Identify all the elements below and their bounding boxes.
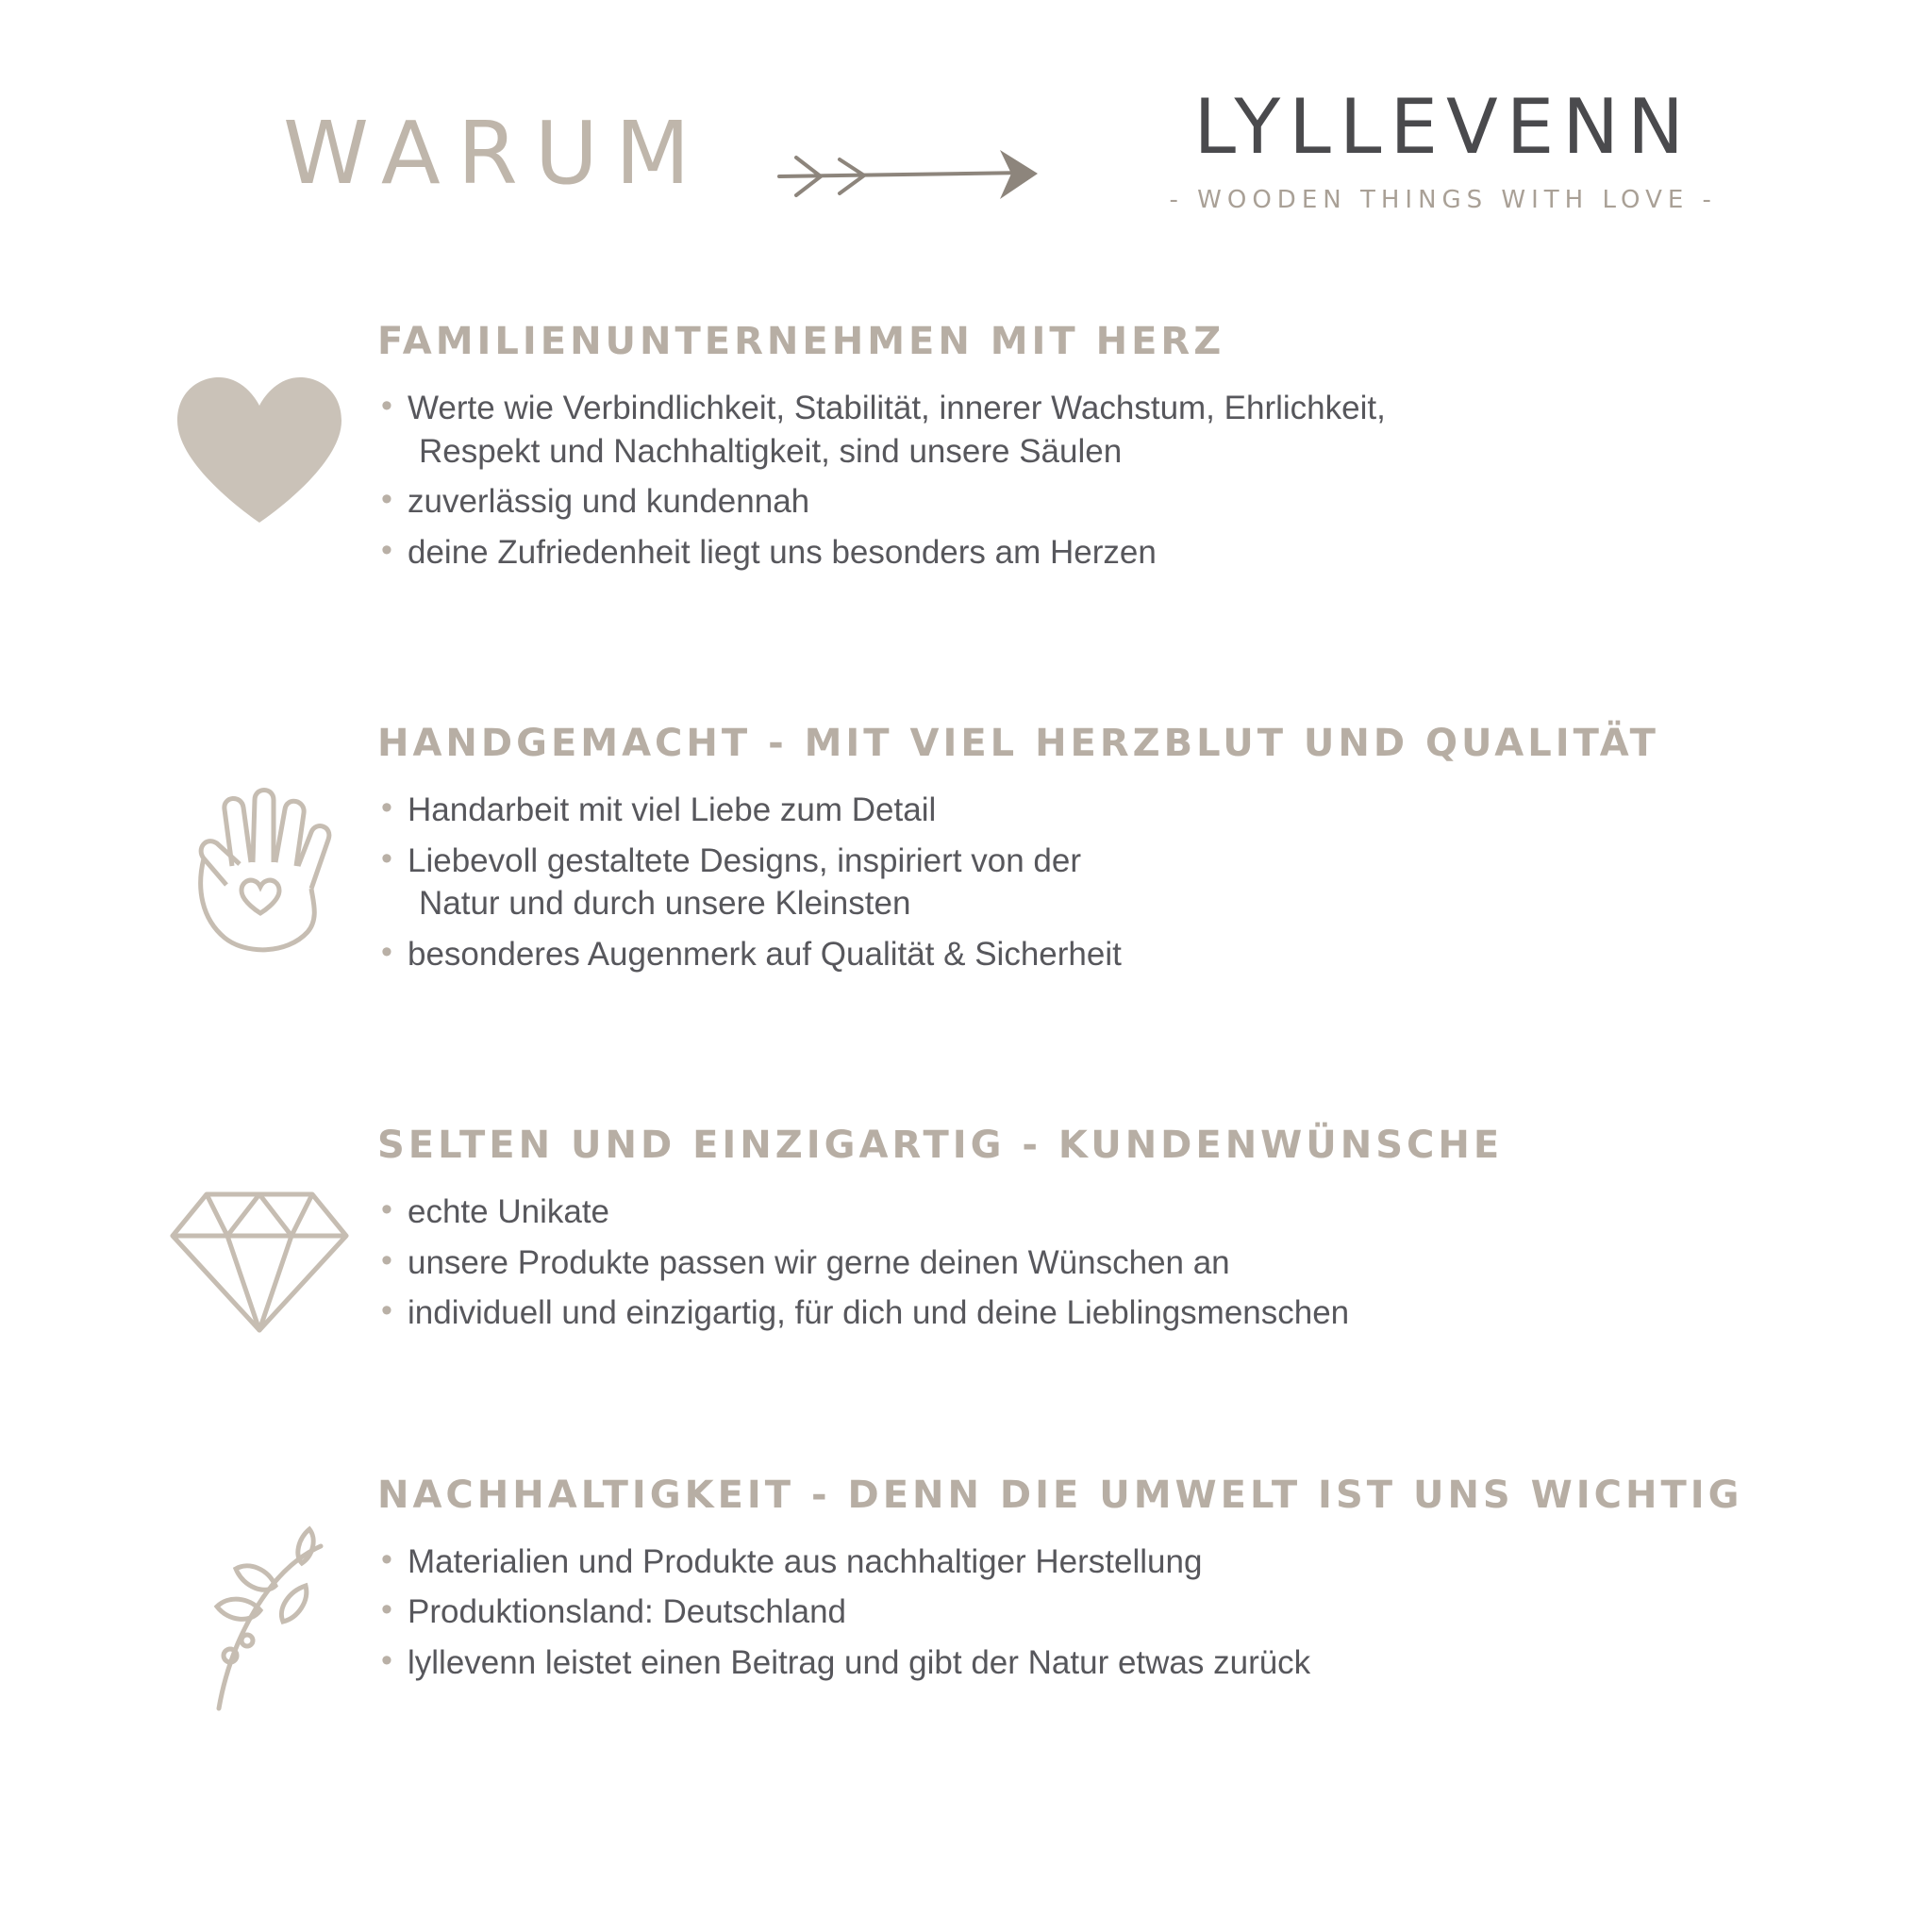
section-nachhaltigkeit	[0, 1474, 1932, 1722]
long-arrow-right-icon	[774, 142, 1047, 213]
list-item: • unsere Produkte passen wir gerne deinen Wünschen an	[377, 1241, 1819, 1285]
bullet-text-continuation: Natur und durch unsere Kleinsten	[419, 885, 911, 922]
list-item: • Produktionsland: Deutschland	[377, 1591, 1819, 1634]
page-header	[0, 0, 1932, 217]
heart-icon	[142, 321, 377, 530]
section-title: NACHHALTIGKEIT - DENN DIE UMWELT IST UNS WICHTIG	[377, 1473, 1743, 1517]
list-item: • individuell und einzigartig, für dich und deine Lieblingsmenschen	[377, 1291, 1819, 1335]
list-item	[377, 387, 1819, 473]
bullet-list	[377, 1541, 1819, 1685]
bullet-list	[377, 789, 1819, 975]
section-text	[377, 1474, 1932, 1692]
brand-block	[1169, 83, 1717, 214]
brand-name: LYLLEVENN	[1193, 83, 1692, 171]
page-title: WARUM	[283, 103, 708, 204]
section-text	[377, 1124, 1932, 1342]
list-item	[377, 840, 1819, 925]
bullet-list	[377, 1191, 1819, 1335]
list-item: • zuverlässig und kundennah	[377, 480, 1819, 524]
list-item: • Materialien und Produkte aus nachhaltiger Herstellung	[377, 1541, 1819, 1584]
bullet-text: Werte wie Verbindlichkeit, Stabilität, innerer Wachstum, Ehrlichkeit,	[408, 390, 1386, 426]
section-selten-einzigartig	[0, 1124, 1932, 1342]
section-text	[377, 723, 1932, 983]
bullet-text: Liebevoll gestaltete Designs, inspiriert von der	[408, 841, 1081, 879]
section-handgemacht	[0, 723, 1932, 983]
section-title: SELTEN UND EINZIGARTIG - KUNDENWÜNSCHE	[377, 1124, 1504, 1167]
bullet-list	[377, 387, 1819, 574]
sections-list	[0, 321, 1932, 1722]
leaf-branch-icon	[142, 1474, 377, 1722]
brand-tagline: - WOODEN THINGS WITH LOVE -	[1169, 186, 1717, 214]
hand-with-heart-icon	[142, 723, 377, 960]
list-item: • echte Unikate	[377, 1191, 1819, 1234]
list-item: • lyllevenn leistet einen Beitrag und gibt der Natur etwas zurück	[377, 1641, 1819, 1685]
section-text	[377, 321, 1932, 581]
bullet-text-continuation: Respekt und Nachhaltigkeit, sind unsere Säulen	[419, 432, 1123, 470]
diamond-icon	[142, 1124, 377, 1339]
section-familienunternehmen	[0, 321, 1932, 581]
section-title: FAMILIENUNTERNEHMEN MIT HERZ	[377, 320, 1225, 363]
list-item: • besonderes Augenmerk auf Qualität & Sicherheit	[377, 933, 1819, 976]
list-item: • deine Zufriedenheit liegt uns besonders am Herzen	[377, 531, 1819, 575]
list-item: • Handarbeit mit viel Liebe zum Detail	[377, 789, 1819, 832]
section-title: HANDGEMACHT - MIT VIEL HERZBLUT UND QUALITÄT	[377, 722, 1659, 765]
